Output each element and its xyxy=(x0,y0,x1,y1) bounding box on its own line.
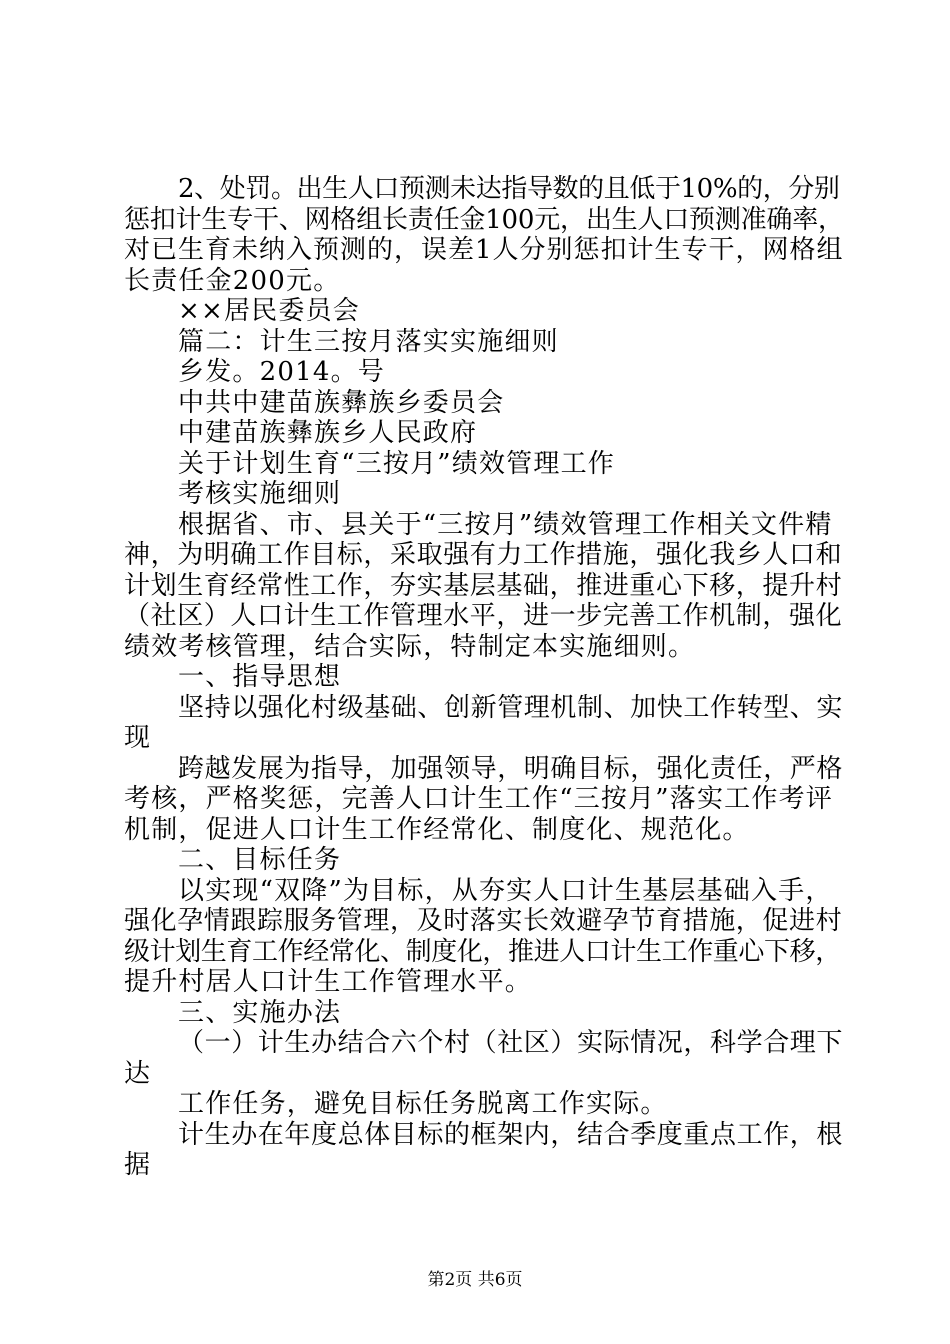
text-line: 据 xyxy=(124,1150,152,1180)
text-line: 2、处罚。出生人口预测未达指导数的且低于10%的，分别 xyxy=(178,174,840,204)
document-body xyxy=(124,174,844,1181)
text-line: 机制，促进人口计生工作经常化、制度化、规范化。 xyxy=(124,814,750,845)
text-line: 惩扣计生专干、网格组长责任金100元，出生人口预测准确率， xyxy=(124,204,844,235)
page-footer: 第2页 共6页 xyxy=(427,1270,523,1290)
text-line: 二、目标任务 xyxy=(178,845,342,875)
text-line: 篇二：计生三按月落实实施细则 xyxy=(178,326,559,357)
text-line: 考核实施细则 xyxy=(178,479,342,509)
text-line: 对已生育未纳入预测的，误差1人分别惩扣计生专干，网格组 xyxy=(124,235,844,265)
text-line: 强化孕情跟踪服务管理，及时落实长效避孕节育措施，促进村 xyxy=(124,906,843,936)
text-line: （社区）人口计生工作管理水平，进一步完善工作机制，强化 xyxy=(124,601,843,631)
text-line: 乡发。2014。号 xyxy=(178,357,385,387)
text-line: 坚持以强化村级基础、创新管理机制、加快工作转型、实 xyxy=(178,692,844,723)
text-line: 达 xyxy=(124,1058,152,1089)
text-line: 跨越发展为指导，加强领导，明确目标，强化责任，严格 xyxy=(178,753,844,784)
text-line: 工作任务，避免目标任务脱离工作实际。 xyxy=(178,1089,668,1119)
text-line: 现 xyxy=(124,723,152,753)
text-line: 计生办在年度总体目标的框架内，结合季度重点工作，根 xyxy=(178,1119,844,1150)
text-line: 神，为明确工作目标，采取强有力工作措施，强化我乡人口和 xyxy=(124,540,843,570)
text-line: 级计划生育工作经常化、制度化，推进人口计生工作重心下移， xyxy=(124,936,841,967)
text-line: ××居民委员会 xyxy=(178,296,360,326)
text-line: 一、指导思想 xyxy=(178,662,342,692)
text-line: 提升村居人口计生工作管理水平。 xyxy=(124,967,533,997)
text-line: 中建苗族彝族乡人民政府 xyxy=(178,418,478,448)
text-line: 三、实施办法 xyxy=(178,997,342,1028)
text-line: 考核，严格奖惩，完善人口计生工作“三按月”落实工作考评 xyxy=(124,784,833,814)
text-line: 中共中建苗族彝族乡委员会 xyxy=(178,387,505,418)
text-line: （一）计生办结合六个村（社区）实际情况，科学合理下 xyxy=(178,1028,844,1058)
text-line: 绩效考核管理，结合实际，特制定本实施细则。 xyxy=(124,631,696,662)
text-line: 根据省、市、县关于“三按月”绩效管理工作相关文件精 xyxy=(178,509,833,540)
text-line: 计划生育经常性工作，夯实基层基础，推进重心下移，提升村 xyxy=(124,570,843,601)
text-line: 以实现“双降”为目标，从夯实人口计生基层基础入手， xyxy=(178,875,833,906)
text-line: 长责任金200元。 xyxy=(124,265,341,296)
text-line: 关于计划生育“三按月”绩效管理工作 xyxy=(178,448,615,479)
